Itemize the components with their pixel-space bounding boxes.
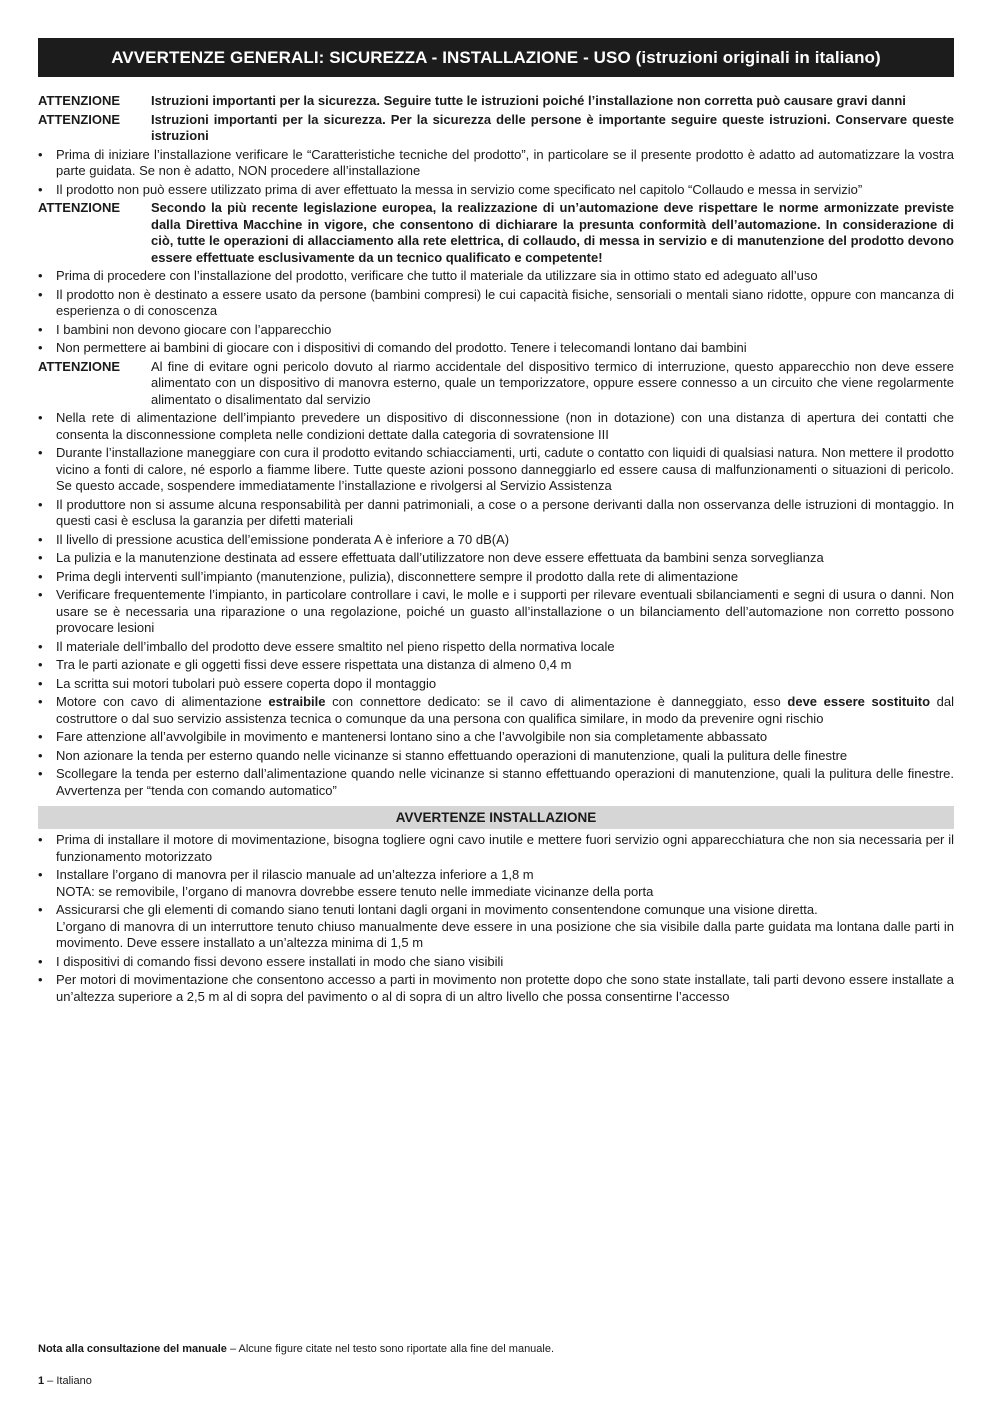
text-fragment: dal costruttore o dal suo servizio assistenza tecnica o comunque da una persona con qualifica similare, in modo da prevenire ogni rischio	[56, 694, 954, 726]
emphasis-text: deve essere sostituito	[787, 694, 931, 709]
warning-text: Secondo la più recente legislazione europea, la realizzazione di un’automazione deve rispettare le norme armonizzate previste dalla Direttiva Macchine in vigore, che consentono di dichiarare la presunta conformità dell’automazione. In considerazione di ciò, tutte le operazioni di allacciamento alla rete elettrica, di collaudo, di messa in servizio e di manutenzione del prodotto devono essere effettuate esclusivamente da un tecnico qualificato e competente!	[151, 200, 954, 265]
list-item-text: I dispositivi di comando fissi devono essere installati in modo che siano visibili	[56, 953, 504, 969]
list-item-text	[56, 867, 954, 900]
bullet-icon: •	[38, 766, 43, 781]
list-item	[38, 867, 954, 900]
document-page	[38, 38, 954, 1007]
list-item-text	[56, 694, 954, 727]
manual-note-text: – Alcune figure citate nel testo sono riportate alla fine del manuale.	[226, 1343, 555, 1355]
warning-text: Istruzioni importanti per la sicurezza. Seguire tutte le istruzioni poiché l’installazione non corretta può causare gravi danni	[151, 93, 906, 108]
bullet-icon: •	[38, 181, 43, 197]
warning-text: Istruzioni importanti per la sicurezza. Per la sicurezza delle persone è importante seguire queste istruzioni. Conservare queste istruzioni	[151, 111, 954, 143]
list-item-text: La scritta sui motori tubolari può essere coperta dopo il montaggio	[56, 675, 437, 691]
list-item-text: Il materiale dell’imballo del prodotto deve essere smaltito nel pieno rispetto della normativa locale	[56, 638, 615, 654]
list-item-text: Scollegare la tenda per esterno dall’alimentazione quando nelle vicinanze si stanno effettuando operazioni di manutenzione, quali la pulitura delle finestre. Avvertenza per “tenda con comando automatico”	[56, 766, 954, 798]
bullet-icon: •	[38, 286, 43, 302]
page-number	[38, 1375, 92, 1387]
list-item-text: Prima di procedere con l’installazione del prodotto, verificare che tutto il materiale da utilizzare sia in ottimo stato ed adeguato all’uso	[56, 268, 818, 283]
list-item	[38, 657, 954, 674]
page-number-value: 1	[38, 1375, 45, 1387]
list-item-text	[56, 902, 954, 952]
bullet-icon: •	[38, 729, 43, 744]
list-item	[38, 268, 954, 285]
list-item-text: Il livello di pressione acustica dell’emissione ponderata A è inferiore a 70 dB(A)	[56, 531, 510, 547]
bullet-icon: •	[38, 410, 43, 425]
list-item	[38, 832, 954, 865]
warning-block	[38, 93, 954, 110]
manual-note-label: Nota alla consultazione del manuale	[38, 1343, 227, 1355]
bullet-icon: •	[38, 657, 43, 672]
text-line: Installare l’organo di manovra per il rilascio manuale ad un’altezza inferiore a 1,8 m	[56, 867, 534, 882]
list-item-text: La pulizia e la manutenzione destinata ad essere effettuata dall’utilizzatore non deve essere effettuata da bambini senza sorveglianza	[56, 550, 824, 565]
bullet-icon: •	[38, 568, 43, 584]
emphasis-text: estraibile	[268, 694, 326, 709]
page-title: AVVERTENZE GENERALI: SICUREZZA - INSTALLAZIONE - USO (istruzioni originali in italiano)	[38, 38, 954, 77]
list-item	[38, 550, 954, 567]
list-item	[38, 676, 954, 693]
bullet-icon: •	[38, 340, 43, 355]
text-line: Assicurarsi che gli elementi di comando siano tenuti lontani dagli organi in movimento consentendone comunque una visione diretta.	[56, 902, 818, 917]
bullet-icon: •	[38, 587, 43, 602]
warning-label: ATTENZIONE	[38, 93, 121, 108]
bullet-icon: •	[38, 445, 43, 460]
list-item	[38, 445, 954, 495]
list-item-text: Fare attenzione all’avvolgibile in movimento e mantenersi lontano sino a che l’avvolgibile non sia completamente abbassato	[56, 729, 768, 744]
bullet-icon: •	[38, 496, 43, 512]
bullet-icon: •	[38, 268, 43, 283]
list-item	[38, 954, 954, 971]
list-item-text: Il prodotto non può essere utilizzato prima di aver effettuato la messa in servizio come specificato nel capitolo “Collaudo e messa in servizio”	[56, 181, 863, 197]
bullet-icon: •	[38, 972, 43, 987]
list-item-text: Durante l’installazione maneggiare con cura il prodotto evitando schiacciamenti, urti, cadute o contatto con liquidi di qualsiasi natura. Non mettere il prodotto vicino a fonti di calore, né esporlo a fiamme libere. Tutte queste azioni possono danneggiarlo ed essere causa di malfunzionamenti o situazioni di pericolo. Se questo accade, sospendere immediatamente l’installazione e rivolgersi al Servizio Assistenza	[56, 445, 954, 493]
list-item	[38, 569, 954, 586]
list-item-text: Tra le parti azionate e gli oggetti fissi deve essere rispettata una distanza di almeno 0,4 m	[56, 657, 572, 672]
text-fragment: con connettore dedicato: se il cavo di alimentazione è danneggiato, esso	[325, 694, 788, 709]
list-item	[38, 729, 954, 746]
page-language: – Italiano	[44, 1375, 92, 1387]
bullet-icon: •	[38, 832, 43, 847]
list-item	[38, 766, 954, 799]
list-item-text: Non permettere ai bambini di giocare con i dispositivi di comando del prodotto. Tenere i telecomandi lontano dai bambini	[56, 340, 747, 355]
warning-label: ATTENZIONE	[38, 111, 121, 127]
warning-label: ATTENZIONE	[38, 358, 121, 374]
list-item	[38, 587, 954, 637]
bullet-icon: •	[38, 675, 43, 691]
list-item	[38, 902, 954, 952]
list-item	[38, 532, 954, 549]
list-item	[38, 497, 954, 530]
warning-block	[38, 200, 954, 266]
list-item-text: Prima di iniziare l’installazione verificare le “Caratteristiche tecniche del prodotto”, in particolare se il presente prodotto è adatto ad automatizzare la vostra parte guidata. Se non è adatto, NON procedere all’installazione	[56, 146, 954, 178]
bullet-icon: •	[38, 531, 43, 547]
list-item	[38, 287, 954, 320]
bullet-icon: •	[38, 146, 43, 162]
list-item	[38, 340, 954, 357]
bullet-icon: •	[38, 902, 43, 917]
list-item-text: Verificare frequentemente l’impianto, in particolare controllare i cavi, le molle e i supporti per rilevare eventuali sbilanciamenti e segni di usura o danni. Non usare se è necessaria una riparazione o una regolazione, poiché un guasto all’installazione o un bilanciamento dell’automazione non corretto possono provocare lesioni	[56, 587, 954, 635]
list-item-text: Prima di installare il motore di movimentazione, bisogna togliere ogni cavo inutile e mettere fuori servizio ogni apparecchiatura che non sia necessaria per il funzionamento motorizzato	[56, 832, 954, 864]
text-fragment: Motore con cavo di alimentazione	[56, 694, 269, 709]
list-item-text: Il prodotto non è destinato a essere usato da persone (bambini compresi) le cui capacità fisiche, sensoriali o mentali siano ridotte, oppure con mancanza di esperienza o di conoscenza	[56, 286, 954, 318]
text-line: L’organo di manovra di un interruttore tenuto chiuso manualmente deve essere in una posizione che sia visibile dalla parte guidata ma lontana dalle parti in movimento. Deve essere installato a un’altezza minima di 1,5 m	[56, 918, 954, 950]
list-item-text: Per motori di movimentazione che consentono accesso a parti in movimento non protette dopo che sono state installate, tali parti devono essere installate a un’altezza superiore a 2,5 m al di sopra del pavimento o al di sopra di un altro livello che possa consentirne l’accesso	[56, 972, 954, 1004]
manual-note	[38, 1343, 554, 1355]
bullet-icon: •	[38, 638, 43, 654]
list-item-text: I bambini non devono giocare con l’apparecchio	[56, 321, 332, 337]
bullet-icon: •	[38, 747, 43, 763]
warning-text: Al fine di evitare ogni pericolo dovuto al riarmo accidentale del dispositivo termico di interruzione, questo apparecchio non deve essere alimentato con un dispositivo di manovra esterno, quale un temporizzatore, oppure essere connesso a un circuito che viene regolarmente alimentato o disalimentato dal servizio	[151, 358, 954, 407]
warning-block	[38, 359, 954, 409]
list-item-text: Il produttore non si assume alcuna responsabilità per danni patrimoniali, a cose o a persone derivanti dalla non osservanza delle istruzioni di montaggio. In questi casi è esclusa la garanzia per difetti materiali	[56, 496, 954, 528]
bullet-icon: •	[38, 867, 43, 882]
list-item	[38, 410, 954, 443]
list-item-text: Non azionare la tenda per esterno quando nelle vicinanze si stanno effettuando operazioni di manutenzione, quali la pulitura delle finestre	[56, 747, 848, 763]
list-item	[38, 694, 954, 727]
list-item-text: Nella rete di alimentazione dell’impianto prevedere un dispositivo di disconnessione (non in dotazione) con una distanza di apertura dei contatti che consenta la disconnessione completa nelle condizioni dettate dalla categoria di sovratensione III	[56, 410, 954, 442]
bullet-icon: •	[38, 953, 43, 969]
list-item	[38, 639, 954, 656]
list-item	[38, 182, 954, 199]
warning-block	[38, 112, 954, 145]
warnings-content	[38, 93, 954, 1005]
bullet-icon: •	[38, 694, 43, 709]
list-item	[38, 322, 954, 339]
list-item	[38, 972, 954, 1005]
text-line: NOTA: se removibile, l’organo di manovra dovrebbe essere tenuto nelle immediate vicinanze della porta	[56, 883, 654, 899]
bullet-icon: •	[38, 550, 43, 565]
list-item	[38, 748, 954, 765]
section-heading: AVVERTENZE INSTALLAZIONE	[38, 806, 954, 829]
list-item	[38, 147, 954, 180]
list-item-text: Prima degli interventi sull’impianto (manutenzione, pulizia), disconnettere sempre il prodotto dalla rete di alimentazione	[56, 568, 739, 584]
bullet-icon: •	[38, 321, 43, 337]
warning-label: ATTENZIONE	[38, 200, 121, 215]
